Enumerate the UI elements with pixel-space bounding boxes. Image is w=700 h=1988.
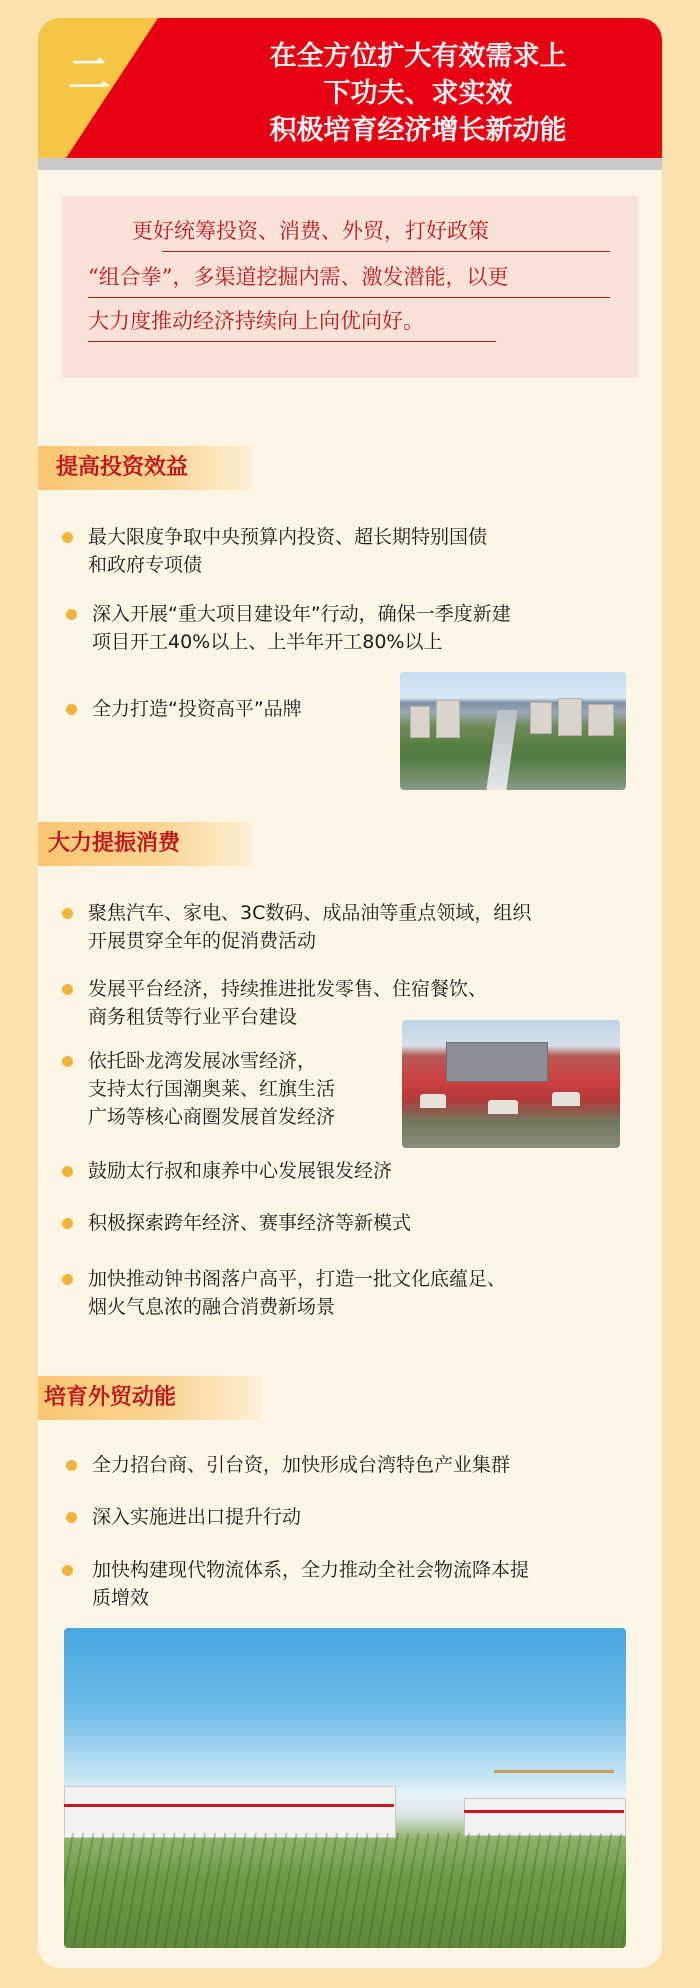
list-item-text: 加快构建现代物流体系，全力推动全社会物流降本提 — [92, 1559, 530, 1581]
section-title: 培育外贸动能 — [44, 1385, 177, 1410]
list-item-text: 依托卧龙湾发展冰雪经济， — [88, 1050, 317, 1072]
section-title: 大力提振消费 — [48, 831, 181, 856]
list-item-text: 开展贯穿全年的促消费活动 — [88, 930, 317, 952]
list-item-text: 深入开展“重大项目建设年”行动，确保一季度新建 — [92, 603, 511, 625]
bullet-dot — [66, 1512, 77, 1523]
photo-mall — [446, 1042, 548, 1082]
list-item-text: 积极探索跨年经济、赛事经济等新模式 — [88, 1212, 412, 1234]
intro-underline — [162, 251, 610, 252]
list-item-text: 项目开工40%以上、上半年开工80%以上 — [92, 631, 443, 653]
list-item-text: 和政府专项债 — [88, 554, 203, 576]
photo-tent — [420, 1094, 446, 1108]
photo-building — [410, 706, 430, 738]
list-item-text: 支持太行国潮奥莱、红旗生活 — [88, 1078, 336, 1100]
bullet-dot — [62, 908, 73, 919]
section-title: 提高投资效益 — [56, 455, 189, 480]
section-number: 二 — [67, 50, 110, 99]
bullet-dot — [62, 1056, 73, 1067]
photo-field — [64, 1833, 626, 1948]
bullet-dot — [66, 609, 77, 620]
bullet-dot — [62, 532, 73, 543]
section-tag-trade — [38, 1376, 262, 1420]
list-item-text: 商务租赁等行业平台建设 — [88, 1006, 298, 1028]
section-tag-consumption — [38, 822, 252, 866]
section-tag-investment — [38, 446, 252, 490]
photo-warehouse-stripe — [464, 1810, 624, 1813]
photo-building — [436, 700, 460, 738]
intro-underline — [88, 341, 496, 342]
photo-building — [588, 704, 614, 736]
list-item-text: 发展平台经济，持续推进批发零售、住宿餐饮、 — [88, 978, 488, 1000]
bullet-dot — [62, 1565, 73, 1576]
photo-tent — [552, 1092, 580, 1106]
list-item-text: 聚焦汽车、家电、3C数码、成品油等重点领域，组织 — [88, 902, 532, 924]
intro-line: “组合拳”，多渠道挖掘内需、激发潜能，以更 — [88, 265, 509, 289]
list-item-text: 鼓励太行叔和康养中心发展银发经济 — [88, 1160, 393, 1182]
list-item-text: 全力打造“投资高平”品牌 — [92, 698, 302, 720]
header-title-line: 在全方位扩大有效需求上 — [269, 41, 567, 72]
bullet-dot — [62, 1274, 73, 1285]
photo-warehouse — [64, 1786, 396, 1838]
photo-crane — [494, 1770, 614, 1773]
bullet-dot — [66, 704, 77, 715]
intro-box — [62, 196, 638, 378]
list-item-text: 广场等核心商圈发展首发经济 — [88, 1106, 336, 1128]
content-card — [38, 18, 662, 1968]
photo-building — [530, 702, 552, 734]
list-item-text: 深入实施进出口提升行动 — [92, 1506, 302, 1528]
photo-building — [558, 698, 582, 736]
bullet-dot — [66, 1460, 77, 1471]
logistics-park-photo — [64, 1628, 626, 1948]
list-item-text: 最大限度争取中央预算内投资、超长期特别国债 — [88, 526, 488, 548]
list-item-text: 质增效 — [92, 1587, 150, 1609]
header-title-line: 积极培育经济增长新动能 — [269, 115, 567, 146]
header-title-line: 下功夫、求实效 — [323, 78, 513, 109]
bullet-dot — [62, 1166, 73, 1177]
intro-line: 更好统筹投资、消费、外贸，打好政策 — [132, 219, 489, 243]
photo-warehouse-stripe — [64, 1804, 394, 1807]
intro-line: 大力度推动经济持续向上向优向好。 — [88, 309, 424, 333]
list-item-text: 烟火气息浓的融合消费新场景 — [88, 1296, 336, 1318]
header-title — [188, 38, 648, 149]
photo-road — [486, 710, 517, 790]
intro-underline — [88, 297, 610, 298]
list-item-text: 加快推动钟书阁落户高平，打造一批文化底蕴足、 — [88, 1268, 507, 1290]
city-aerial-photo — [400, 672, 626, 790]
bullet-dot — [62, 984, 73, 995]
photo-tent — [488, 1100, 518, 1114]
shopping-plaza-photo — [402, 1020, 620, 1148]
list-item-text: 全力招台商、引台资，加快形成台湾特色产业集群 — [92, 1454, 511, 1476]
photo-warehouse — [464, 1798, 626, 1836]
bullet-dot — [62, 1218, 73, 1229]
